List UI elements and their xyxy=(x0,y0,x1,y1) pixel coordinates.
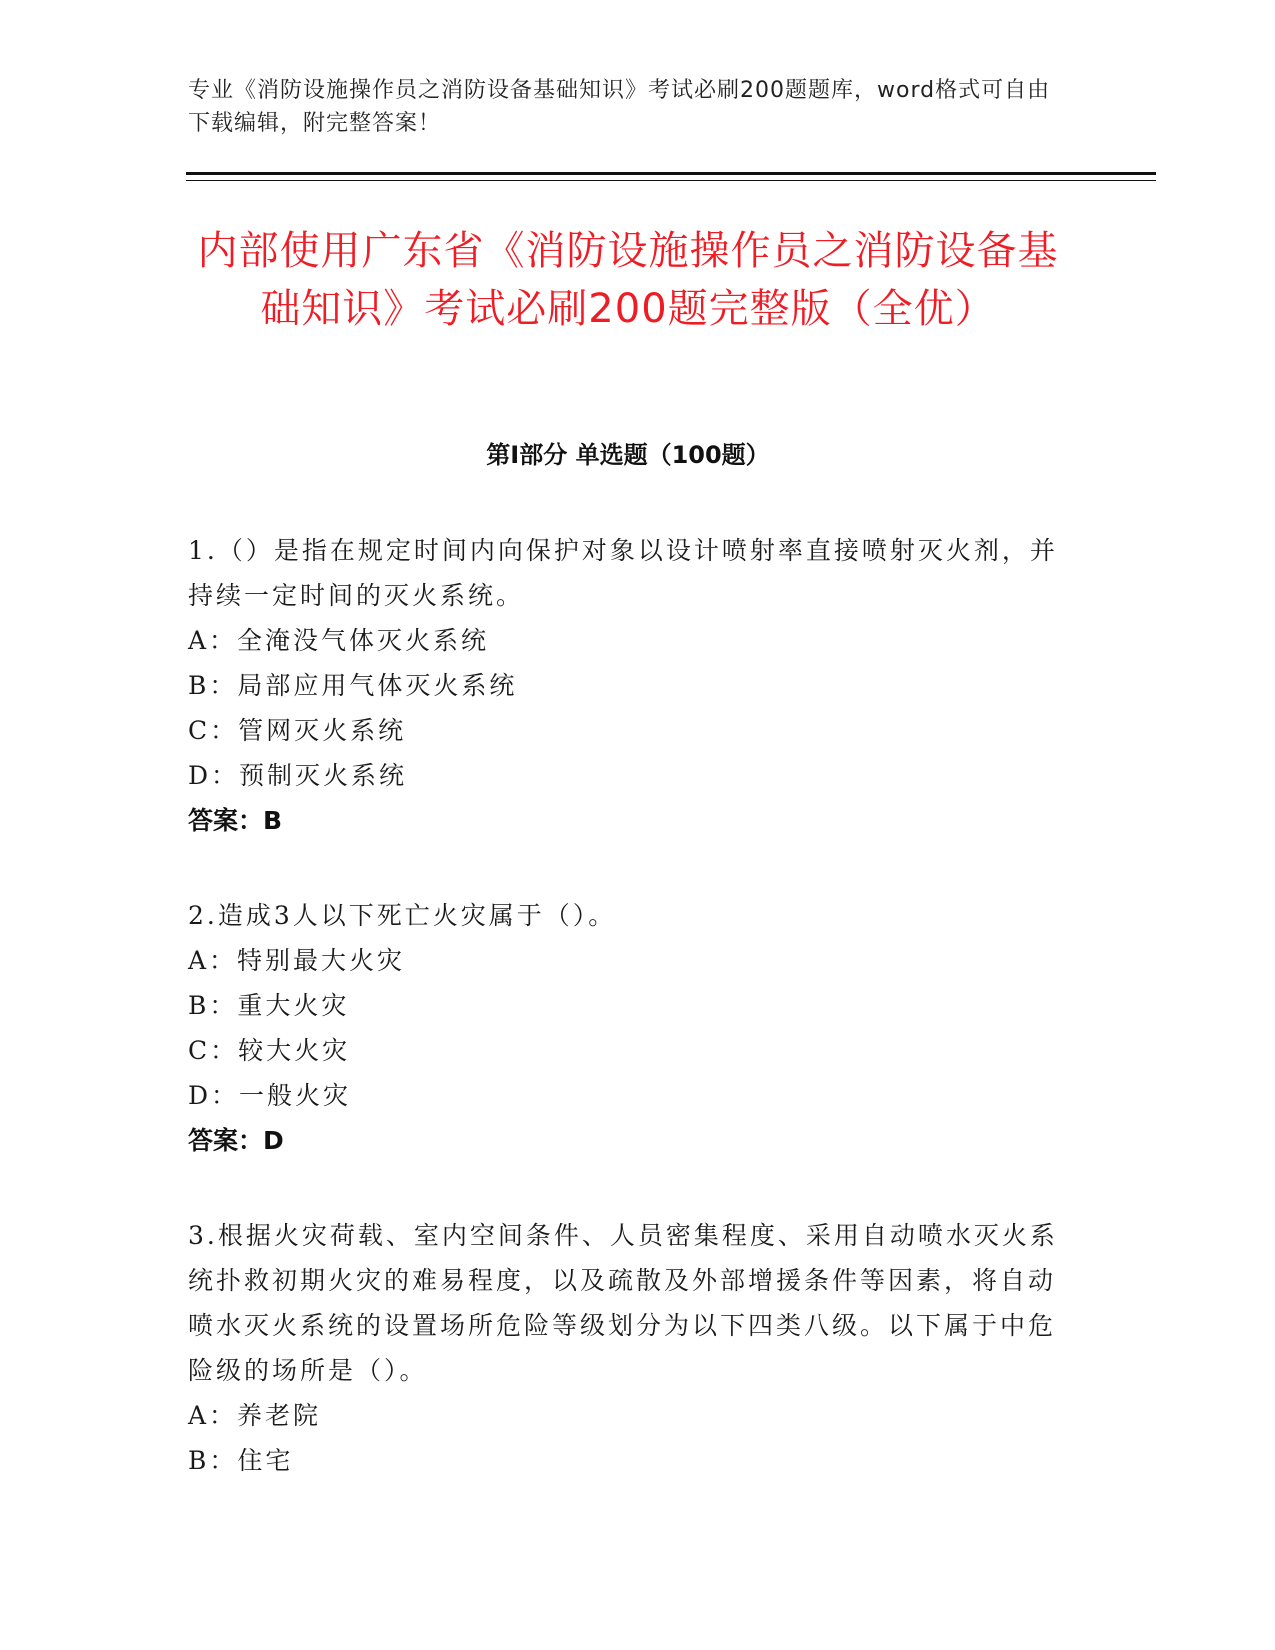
option-b: B：局部应用气体灭火系统 xyxy=(188,671,518,700)
header-divider-thin xyxy=(186,180,1156,181)
question-stem: 3.根据火灾荷载、室内空间条件、人员密集程度、采用自动喷水灭火系统扑救初期火灾的难易程度，以及疏散及外部增援条件等因素，将自动喷水灭火系统的设置场所危险等级划分为以下四类八级。以下属于中危险级的场所是（）。 xyxy=(188,1221,1058,1385)
option-a: A：特别最大火灾 xyxy=(188,946,406,975)
document-title: 内部使用广东省《消防设施操作员之消防设备基础知识》考试必刷200题完整版（全优） xyxy=(197,228,1059,332)
section-heading: 第Ⅰ部分 单选题（100题） xyxy=(486,441,770,469)
option-a: A：全淹没气体灭火系统 xyxy=(188,626,490,655)
option-c: C：管网灭火系统 xyxy=(188,716,407,745)
option-d: D：一般火灾 xyxy=(188,1081,352,1110)
header-divider-thick xyxy=(186,172,1156,175)
answer-line: 答案：D xyxy=(188,1126,284,1155)
question-1 xyxy=(188,528,1068,843)
option-c: C：较大火灾 xyxy=(188,1036,351,1065)
option-b: B：重大火灾 xyxy=(188,991,350,1020)
header-note: 专业《消防设施操作员之消防设备基础知识》考试必刷200题题库，word格式可自由下载编辑，附完整答案！ xyxy=(188,78,1051,136)
question-3 xyxy=(188,1213,1068,1483)
option-d: D：预制灭火系统 xyxy=(188,761,408,790)
option-a: A：养老院 xyxy=(188,1401,322,1430)
question-2 xyxy=(188,893,1068,1163)
option-b: B：住宅 xyxy=(188,1446,294,1475)
question-stem: 2.造成3人以下死亡火灾属于（）。 xyxy=(188,901,617,930)
answer-line: 答案：B xyxy=(188,806,283,835)
question-stem: 1.（）是指在规定时间内向保护对象以设计喷射率直接喷射灭火剂，并持续一定时间的灭火系统。 xyxy=(188,536,1058,610)
question-list xyxy=(188,528,1068,1533)
